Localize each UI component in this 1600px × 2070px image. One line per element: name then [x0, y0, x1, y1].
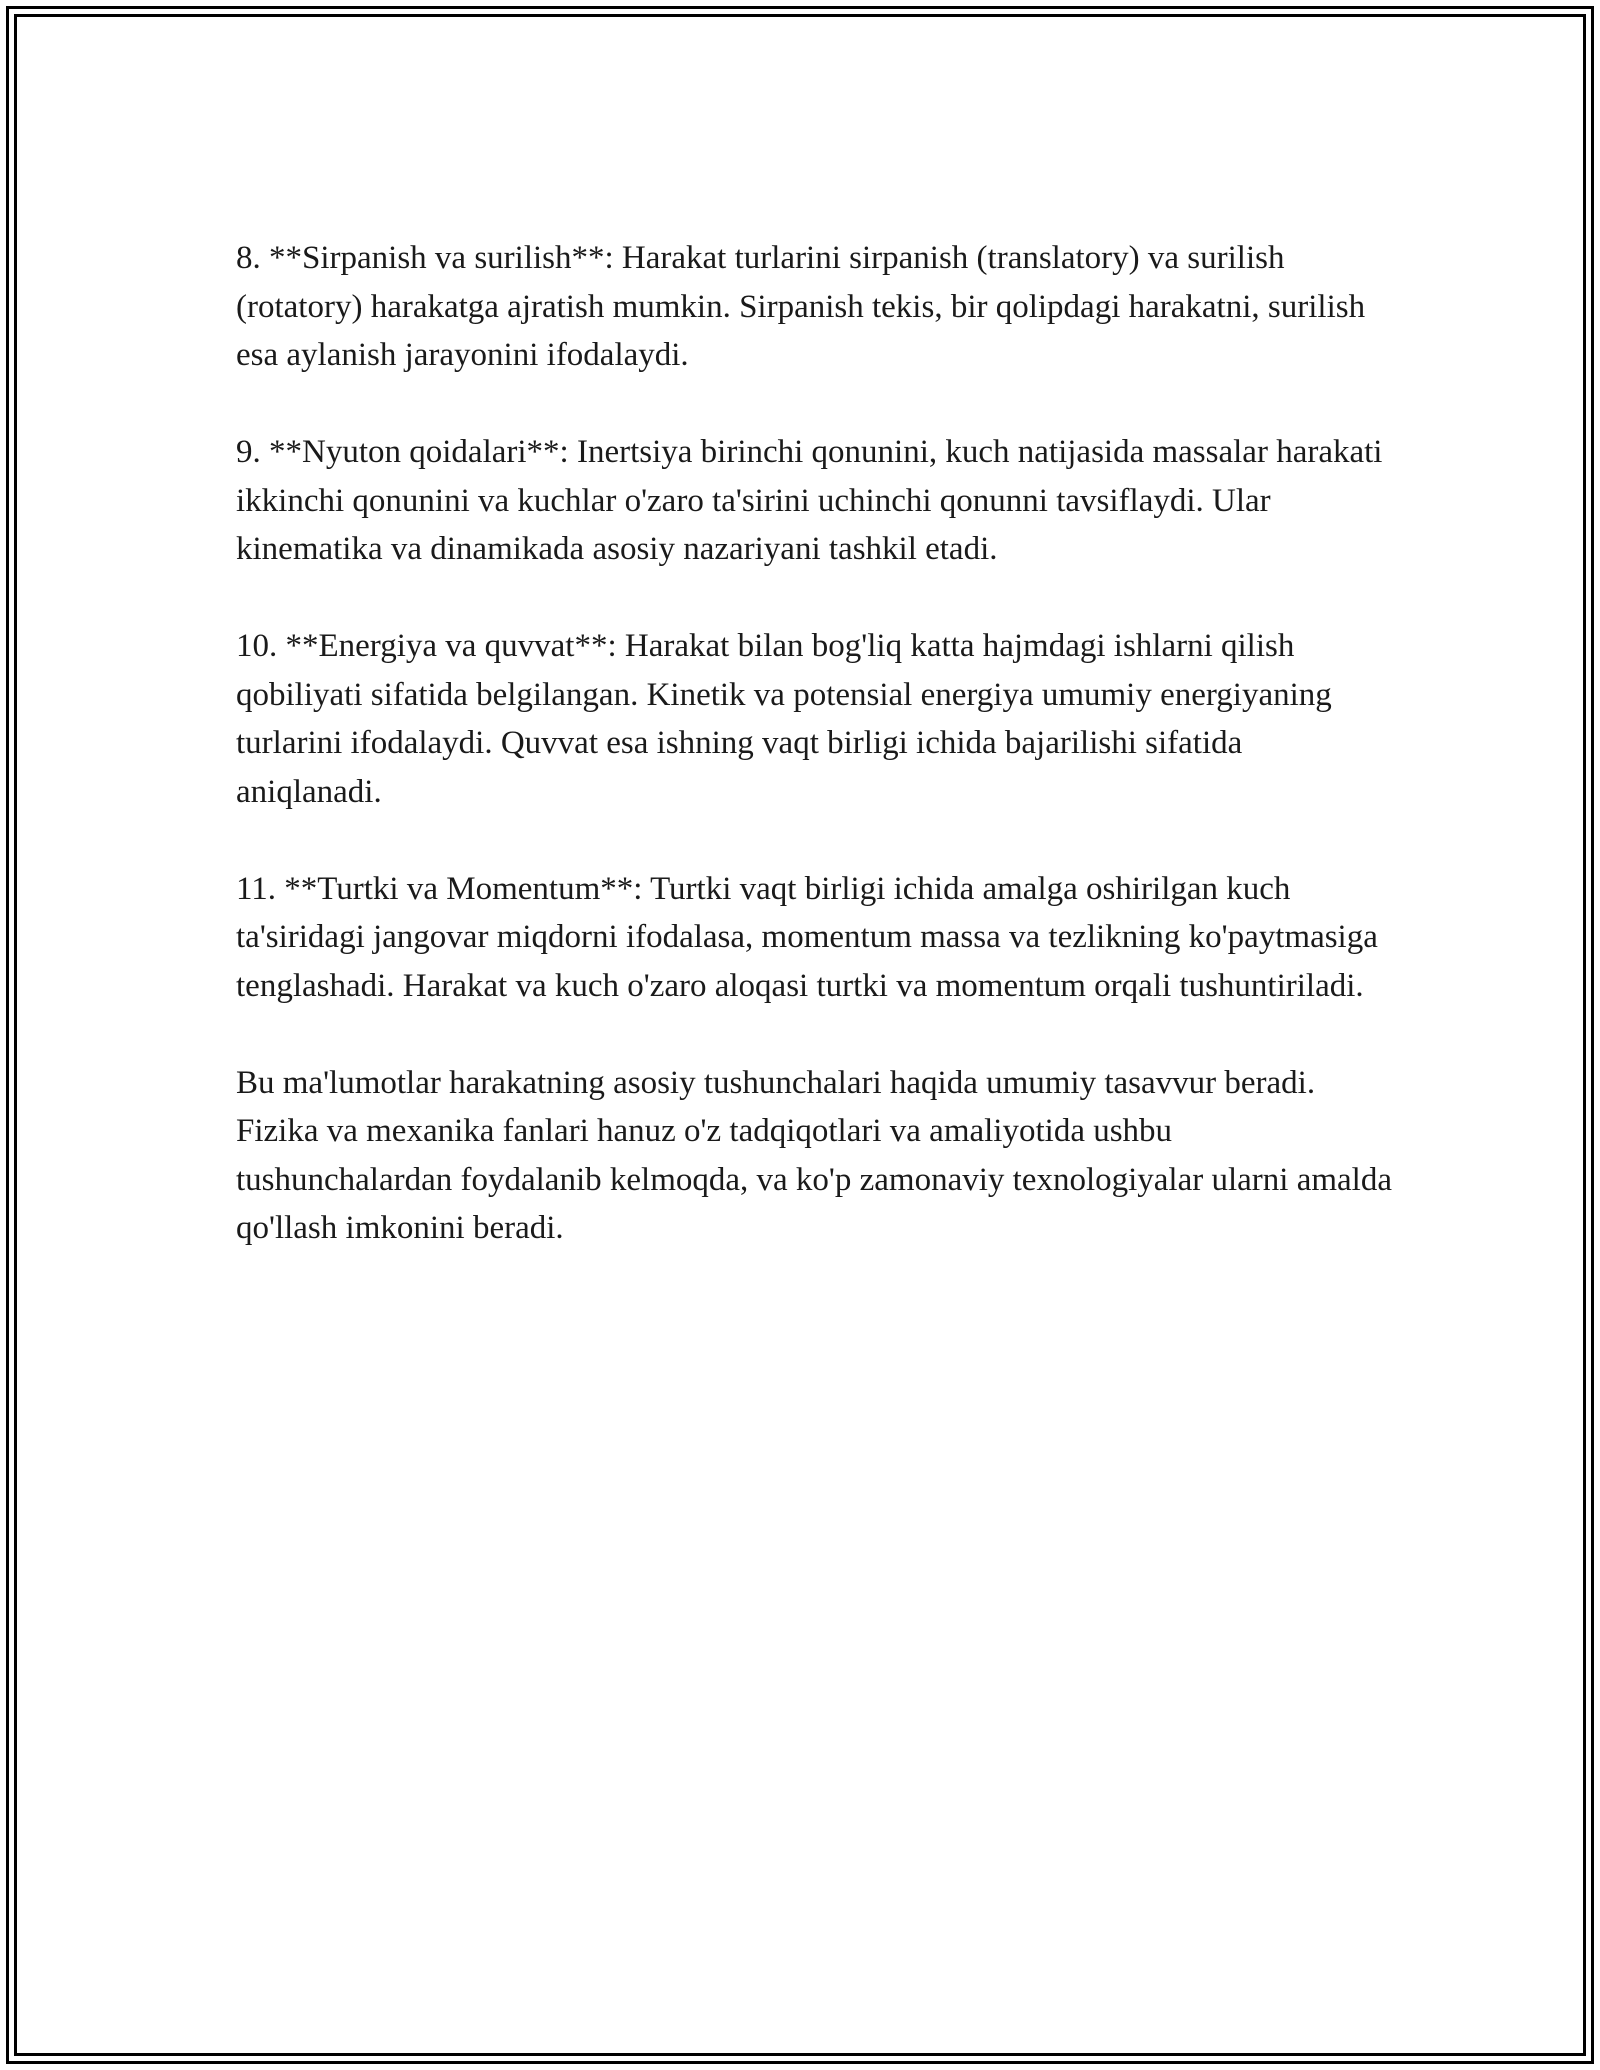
paragraph-nyuton-qoidalari: 9. **Nyuton qoidalari**: Inertsiya birinchi qonunini, kuch natijasida massalar harakati ikkinchi qonunini va kuchlar o'zaro ta'sirini uchinchi qonunni tavsiflaydi. Ular kinematika va dinamikada asosiy nazariyani tashkil etadi. [236, 434, 1383, 567]
paragraph-turtki-va-momentum: 11. **Turtki va Momentum**: Turtki vaqt birligi ichida amalga oshirilgan kuch ta'siridagi jangovar miqdorni ifodalasa, momentum massa va tezlikning ko'paytmasiga tenglashadi. Harakat va kuch o'zaro aloqasi turtki va momentum orqali tushuntiriladi. [236, 870, 1378, 1004]
paragraph-conclusion: Bu ma'lumotlar harakatning asosiy tushunchalari haqida umumiy tasavvur beradi. Fizika va mexanika fanlari hanuz o'z tadqiqotlari va amaliyotida ushbu tushunchalardan foydalanib kelmoqda, va ko'p zamonaviy texnologiyalar ularni amalda qo'llash imkonini beradi. [236, 1064, 1392, 1246]
paragraph-energiya-va-quvvat: 10. **Energiya va quvvat**: Harakat bilan bog'liq katta hajmdagi ishlarni qilish qobiliyati sifatida belgilangan. Kinetik va potensial energiya umumiy energiyaning turlarini ifodalaydi. Quvvat esa ishning vaqt birligi ichida bajarilishi sifatida aniqlanadi. [236, 628, 1332, 810]
document-body [236, 234, 1396, 1301]
paragraph-sirpanish-va-surilish: 8. **Sirpanish va surilish**: Harakat turlarini sirpanish (translatory) va surilish (rotatory) harakatga ajratish mumkin. Sirpanish tekis, bir qolipdagi harakatni, surilish esa aylanish jarayonini ifodalaydi. [236, 240, 1366, 373]
